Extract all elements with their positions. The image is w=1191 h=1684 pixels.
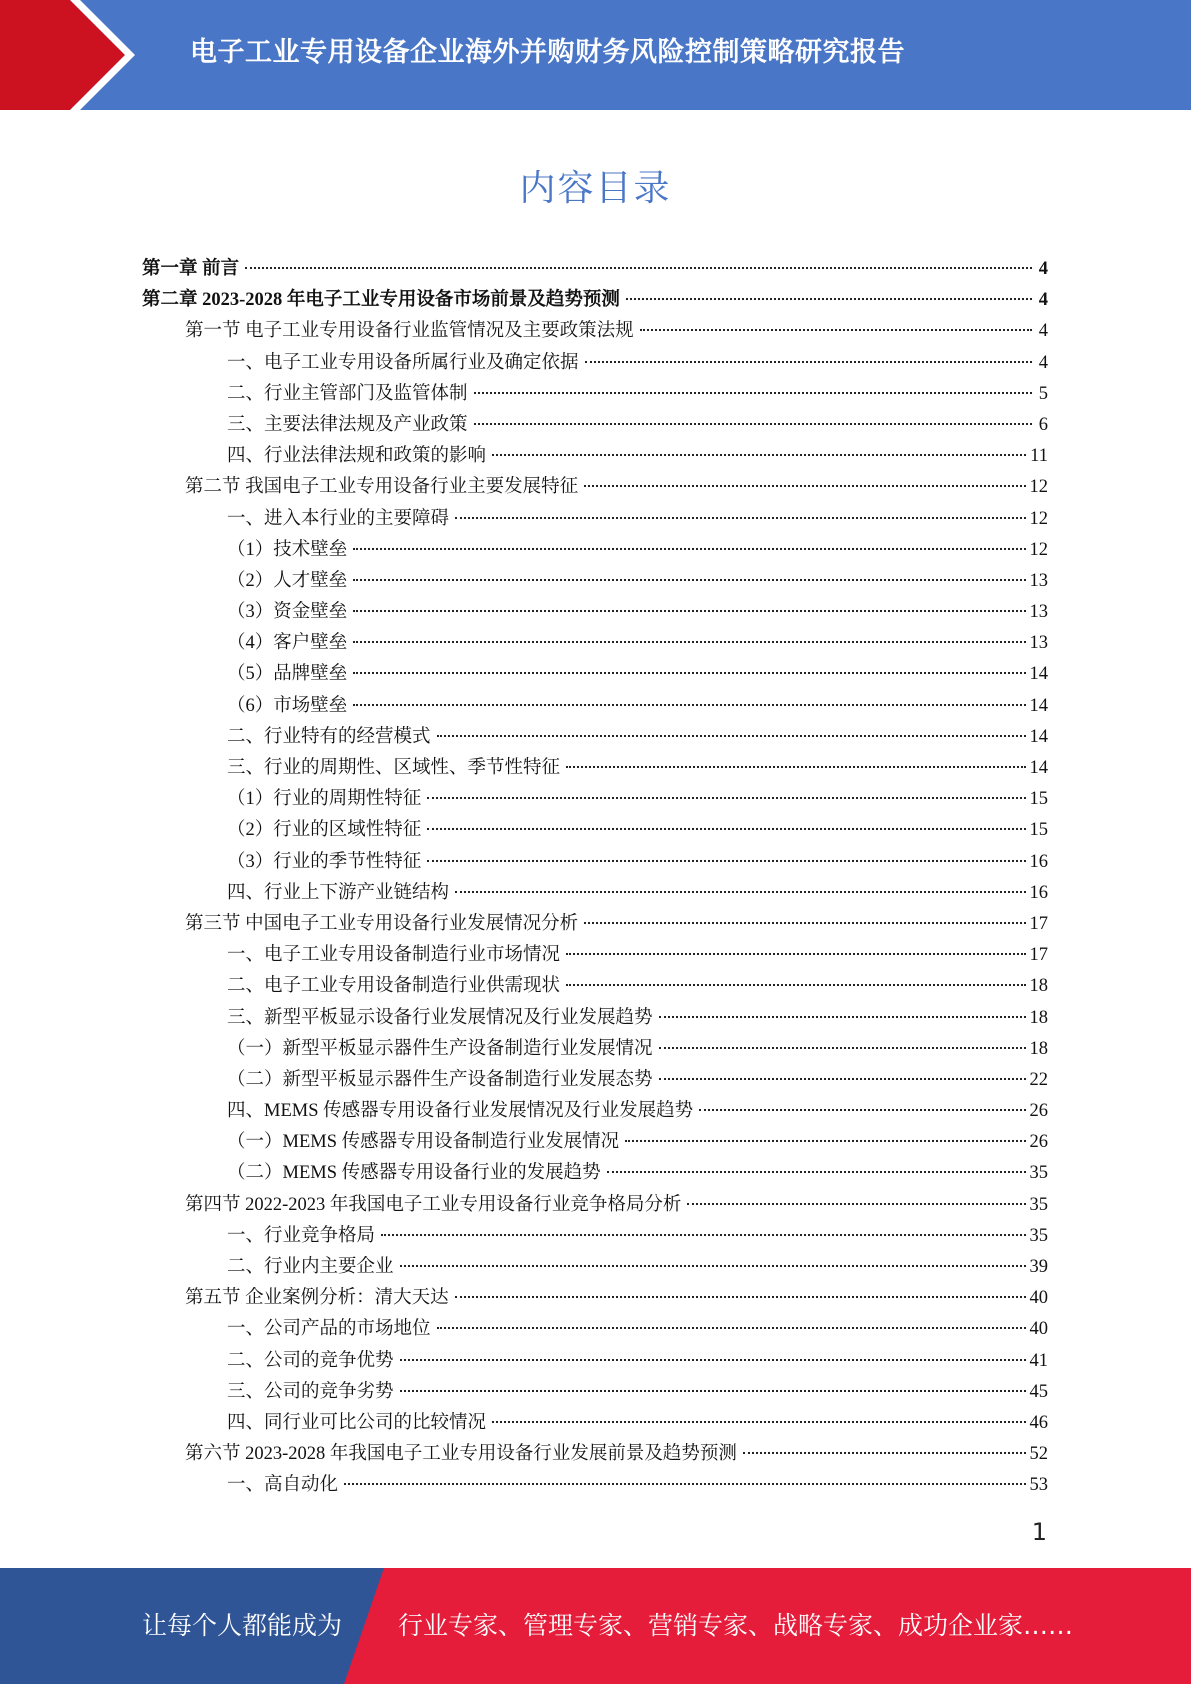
toc-dot-leader bbox=[353, 704, 1025, 706]
toc-entry[interactable] bbox=[142, 847, 1048, 878]
toc-entry-page: 16 bbox=[1029, 882, 1048, 903]
toc-entry-label: 四、MEMS 传感器专用设备行业发展情况及行业发展趋势 bbox=[227, 1101, 694, 1122]
toc-entry[interactable] bbox=[142, 1190, 1048, 1221]
toc-entry-page: 17 bbox=[1029, 913, 1048, 934]
toc-entry-page: 4 bbox=[1038, 259, 1048, 279]
toc-entry-label: 二、行业特有的经营模式 bbox=[227, 726, 431, 747]
toc-entry[interactable] bbox=[142, 1408, 1048, 1439]
toc-entry-label: （2）行业的区域性特征 bbox=[227, 820, 422, 841]
toc-entry-label: 二、行业内主要企业 bbox=[227, 1257, 394, 1277]
toc-dot-leader bbox=[584, 922, 1025, 924]
toc-entry[interactable] bbox=[142, 1470, 1048, 1501]
page-footer bbox=[0, 1568, 1191, 1684]
toc-entry-page: 12 bbox=[1029, 539, 1048, 560]
toc-entry-page: 26 bbox=[1029, 1132, 1048, 1153]
toc-entry-label: （一）MEMS 传感器专用设备制造行业发展情况 bbox=[227, 1132, 620, 1153]
toc-entry-label: （2）人才壁垒 bbox=[227, 570, 348, 591]
toc-entry[interactable] bbox=[142, 1096, 1048, 1127]
toc-dot-leader bbox=[492, 1421, 1025, 1423]
toc-entry[interactable] bbox=[142, 784, 1048, 815]
toc-entry-label: 第四节 2022-2023 年我国电子工业专用设备行业竞争格局分析 bbox=[185, 1194, 682, 1215]
toc-entry[interactable] bbox=[142, 1127, 1048, 1158]
toc-dot-leader bbox=[353, 672, 1025, 674]
toc-dot-leader bbox=[427, 860, 1025, 862]
toc-dot-leader bbox=[492, 454, 1026, 456]
toc-entry-page: 5 bbox=[1038, 383, 1048, 404]
toc-entry-label: 第二节 我国电子工业专用设备行业主要发展特征 bbox=[185, 477, 579, 498]
toc-entry-label: 四、行业上下游产业链结构 bbox=[227, 882, 450, 903]
toc-entry-label: 第二章 2023-2028 年电子工业专用设备市场前景及趋势预测 bbox=[142, 290, 620, 311]
report-title: 电子工业专用设备企业海外并购财务风险控制策略研究报告 bbox=[190, 37, 905, 68]
toc-entry[interactable] bbox=[142, 254, 1048, 285]
toc-entry-page: 18 bbox=[1029, 1007, 1048, 1028]
toc-entry-label: （二）MEMS 传感器专用设备行业的发展趋势 bbox=[227, 1163, 601, 1184]
toc-entry[interactable] bbox=[142, 379, 1048, 410]
toc-entry[interactable] bbox=[142, 410, 1048, 441]
toc-entry[interactable] bbox=[142, 1283, 1048, 1314]
toc-entry-label: 一、高自动化 bbox=[227, 1475, 339, 1496]
toc-entry-page: 45 bbox=[1029, 1381, 1048, 1402]
toc-entry[interactable] bbox=[142, 1346, 1048, 1377]
toc-dot-leader bbox=[353, 610, 1025, 612]
toc-dot-leader bbox=[427, 828, 1025, 830]
toc-dot-leader bbox=[659, 1047, 1026, 1049]
toc-dot-leader bbox=[584, 485, 1025, 487]
toc-dot-leader bbox=[437, 1327, 1026, 1329]
page-header bbox=[0, 0, 1191, 110]
toc-entry[interactable] bbox=[142, 348, 1048, 379]
toc-dot-leader bbox=[699, 1109, 1025, 1111]
toc-entry-label: 三、公司的竞争劣势 bbox=[227, 1381, 394, 1402]
toc-entry-label: 三、主要法律法规及产业政策 bbox=[227, 414, 468, 435]
toc-entry-page: 41 bbox=[1029, 1350, 1048, 1371]
toc-dot-leader bbox=[474, 423, 1032, 425]
toc-dot-leader bbox=[353, 548, 1025, 550]
toc-dot-leader bbox=[400, 1265, 1026, 1267]
toc-entry-label: 四、行业法律法规和政策的影响 bbox=[227, 446, 487, 467]
toc-dot-leader bbox=[659, 1016, 1026, 1018]
toc-dot-leader bbox=[245, 267, 1032, 269]
toc-entry-label: 三、新型平板显示设备行业发展情况及行业发展趋势 bbox=[227, 1007, 653, 1028]
toc-entry[interactable] bbox=[142, 1252, 1048, 1283]
toc-dot-leader bbox=[381, 1234, 1025, 1236]
toc-entry-page: 12 bbox=[1029, 477, 1048, 498]
toc-dot-leader bbox=[659, 1078, 1026, 1080]
toc-dot-leader bbox=[427, 797, 1025, 799]
toc-entry-label: 一、公司产品的市场地位 bbox=[227, 1319, 431, 1340]
toc-entry-page: 4 bbox=[1038, 321, 1048, 342]
toc-entry-label: （6）市场壁垒 bbox=[227, 695, 348, 716]
toc-entry-label: （一）新型平板显示器件生产设备制造行业发展情况 bbox=[227, 1038, 653, 1059]
toc-entry-label: （4）客户壁垒 bbox=[227, 633, 348, 654]
toc-entry-page: 18 bbox=[1029, 1038, 1048, 1059]
toc-entry-label: 一、进入本行业的主要障碍 bbox=[227, 508, 450, 529]
toc-entry-page: 17 bbox=[1029, 945, 1048, 966]
toc-entry-page: 35 bbox=[1029, 1163, 1048, 1184]
footer-slogan-right: 行业专家、管理专家、营销专家、战略专家、成功企业家…… bbox=[398, 1611, 1074, 1640]
toc-entry-page: 26 bbox=[1029, 1101, 1048, 1122]
toc-entry[interactable] bbox=[142, 1158, 1048, 1189]
table-of-contents bbox=[142, 254, 1048, 1502]
toc-entry-label: 四、同行业可比公司的比较情况 bbox=[227, 1412, 487, 1433]
toc-entry-page: 35 bbox=[1029, 1194, 1048, 1215]
toc-entry-label: （1）行业的周期性特征 bbox=[227, 789, 422, 810]
toc-entry-page: 22 bbox=[1029, 1069, 1048, 1090]
toc-entry-page: 6 bbox=[1038, 414, 1048, 435]
toc-entry[interactable] bbox=[142, 971, 1048, 1002]
toc-dot-leader bbox=[566, 766, 1025, 768]
toc-entry-page: 16 bbox=[1029, 851, 1048, 872]
toc-entry-page: 14 bbox=[1029, 664, 1048, 685]
toc-dot-leader bbox=[625, 1140, 1025, 1142]
toc-entry-label: 二、公司的竞争优势 bbox=[227, 1350, 394, 1371]
toc-entry[interactable] bbox=[142, 285, 1048, 316]
toc-entry[interactable] bbox=[142, 722, 1048, 753]
toc-entry-page: 4 bbox=[1038, 352, 1048, 373]
toc-entry-page: 15 bbox=[1029, 789, 1048, 810]
toc-entry[interactable] bbox=[142, 472, 1048, 503]
toc-dot-leader bbox=[640, 329, 1032, 331]
toc-entry[interactable] bbox=[142, 1439, 1048, 1470]
toc-entry[interactable] bbox=[142, 628, 1048, 659]
toc-heading: 内容目录 bbox=[519, 168, 672, 209]
toc-entry-page: 39 bbox=[1029, 1257, 1048, 1277]
toc-entry[interactable] bbox=[142, 815, 1048, 846]
toc-entry-page: 14 bbox=[1029, 695, 1048, 716]
toc-dot-leader bbox=[437, 735, 1026, 737]
toc-entry-label: 第六节 2023-2028 年我国电子工业专用设备行业发展前景及趋势预测 bbox=[185, 1444, 737, 1465]
toc-entry[interactable] bbox=[142, 597, 1048, 628]
toc-entry-label: 第三节 中国电子工业专用设备行业发展情况分析 bbox=[185, 913, 579, 934]
toc-entry-label: 二、电子工业专用设备制造行业供需现状 bbox=[227, 976, 561, 997]
toc-entry-label: 三、行业的周期性、区域性、季节性特征 bbox=[227, 758, 561, 778]
toc-entry-label: （1）技术壁垒 bbox=[227, 539, 348, 560]
toc-entry[interactable] bbox=[142, 566, 1048, 597]
toc-entry[interactable] bbox=[142, 1003, 1048, 1034]
toc-entry-label: 一、电子工业专用设备制造行业市场情况 bbox=[227, 945, 561, 966]
toc-entry-label: 二、行业主管部门及监管体制 bbox=[227, 383, 468, 404]
toc-dot-leader bbox=[344, 1483, 1025, 1485]
toc-dot-leader bbox=[400, 1359, 1026, 1361]
toc-entry-page: 52 bbox=[1029, 1444, 1048, 1465]
footer-slogan-left: 让每个人都能成为 bbox=[142, 1611, 343, 1640]
toc-entry-page: 14 bbox=[1029, 726, 1048, 747]
toc-entry-label: 第一节 电子工业专用设备行业监管情况及主要政策法规 bbox=[185, 321, 634, 342]
toc-dot-leader bbox=[743, 1452, 1026, 1454]
toc-entry-label: （3）资金壁垒 bbox=[227, 602, 348, 623]
toc-entry-label: 一、电子工业专用设备所属行业及确定依据 bbox=[227, 352, 579, 373]
header-arrow-decoration bbox=[0, 0, 160, 110]
toc-entry-label: 一、行业竞争格局 bbox=[227, 1225, 376, 1246]
toc-entry[interactable] bbox=[142, 659, 1048, 690]
toc-entry[interactable] bbox=[142, 1065, 1048, 1096]
toc-entry-label: （3）行业的季节性特征 bbox=[227, 851, 422, 872]
toc-entry-page: 40 bbox=[1029, 1288, 1048, 1309]
toc-dot-leader bbox=[353, 579, 1025, 581]
toc-dot-leader bbox=[687, 1203, 1025, 1205]
toc-entry[interactable] bbox=[142, 1314, 1048, 1345]
toc-entry[interactable] bbox=[142, 878, 1048, 909]
toc-dot-leader bbox=[474, 392, 1032, 394]
toc-entry[interactable] bbox=[142, 940, 1048, 971]
toc-entry-page: 14 bbox=[1029, 758, 1048, 778]
toc-entry-page: 35 bbox=[1029, 1225, 1048, 1246]
toc-entry-label: 第一章 前言 bbox=[142, 259, 240, 279]
toc-entry-page: 13 bbox=[1029, 602, 1048, 623]
toc-dot-leader bbox=[455, 517, 1025, 519]
toc-entry-page: 15 bbox=[1029, 820, 1048, 841]
toc-entry-page: 4 bbox=[1038, 290, 1048, 311]
toc-entry[interactable] bbox=[142, 316, 1048, 347]
toc-dot-leader bbox=[626, 298, 1032, 300]
toc-entry-page: 13 bbox=[1029, 570, 1048, 591]
toc-entry[interactable] bbox=[142, 1034, 1048, 1065]
toc-dot-leader bbox=[353, 641, 1025, 643]
toc-dot-leader bbox=[566, 984, 1025, 986]
toc-dot-leader bbox=[455, 891, 1025, 893]
toc-entry[interactable] bbox=[142, 441, 1048, 472]
toc-dot-leader bbox=[566, 953, 1025, 955]
toc-entry[interactable] bbox=[142, 753, 1048, 784]
toc-entry[interactable] bbox=[142, 1221, 1048, 1252]
toc-entry-label: 第五节 企业案例分析：清大天达 bbox=[185, 1288, 449, 1309]
toc-dot-leader bbox=[607, 1171, 1026, 1173]
toc-dot-leader bbox=[400, 1390, 1026, 1392]
toc-dot-leader bbox=[455, 1296, 1026, 1298]
toc-entry-page: 46 bbox=[1029, 1412, 1048, 1433]
toc-entry[interactable] bbox=[142, 691, 1048, 722]
toc-entry-label: （二）新型平板显示器件生产设备制造行业发展态势 bbox=[227, 1069, 653, 1090]
toc-entry-page: 12 bbox=[1029, 508, 1048, 529]
page-number: 1 bbox=[1031, 1518, 1047, 1546]
toc-entry-page: 40 bbox=[1029, 1319, 1048, 1340]
toc-entry[interactable] bbox=[142, 535, 1048, 566]
toc-entry-page: 11 bbox=[1030, 446, 1048, 467]
toc-entry[interactable] bbox=[142, 1377, 1048, 1408]
toc-entry[interactable] bbox=[142, 504, 1048, 535]
toc-entry-label: （5）品牌壁垒 bbox=[227, 664, 348, 685]
toc-entry-page: 13 bbox=[1029, 633, 1048, 654]
toc-entry-page: 53 bbox=[1029, 1475, 1048, 1496]
toc-entry-page: 18 bbox=[1029, 976, 1048, 997]
toc-entry[interactable] bbox=[142, 909, 1048, 940]
toc-dot-leader bbox=[585, 361, 1032, 363]
